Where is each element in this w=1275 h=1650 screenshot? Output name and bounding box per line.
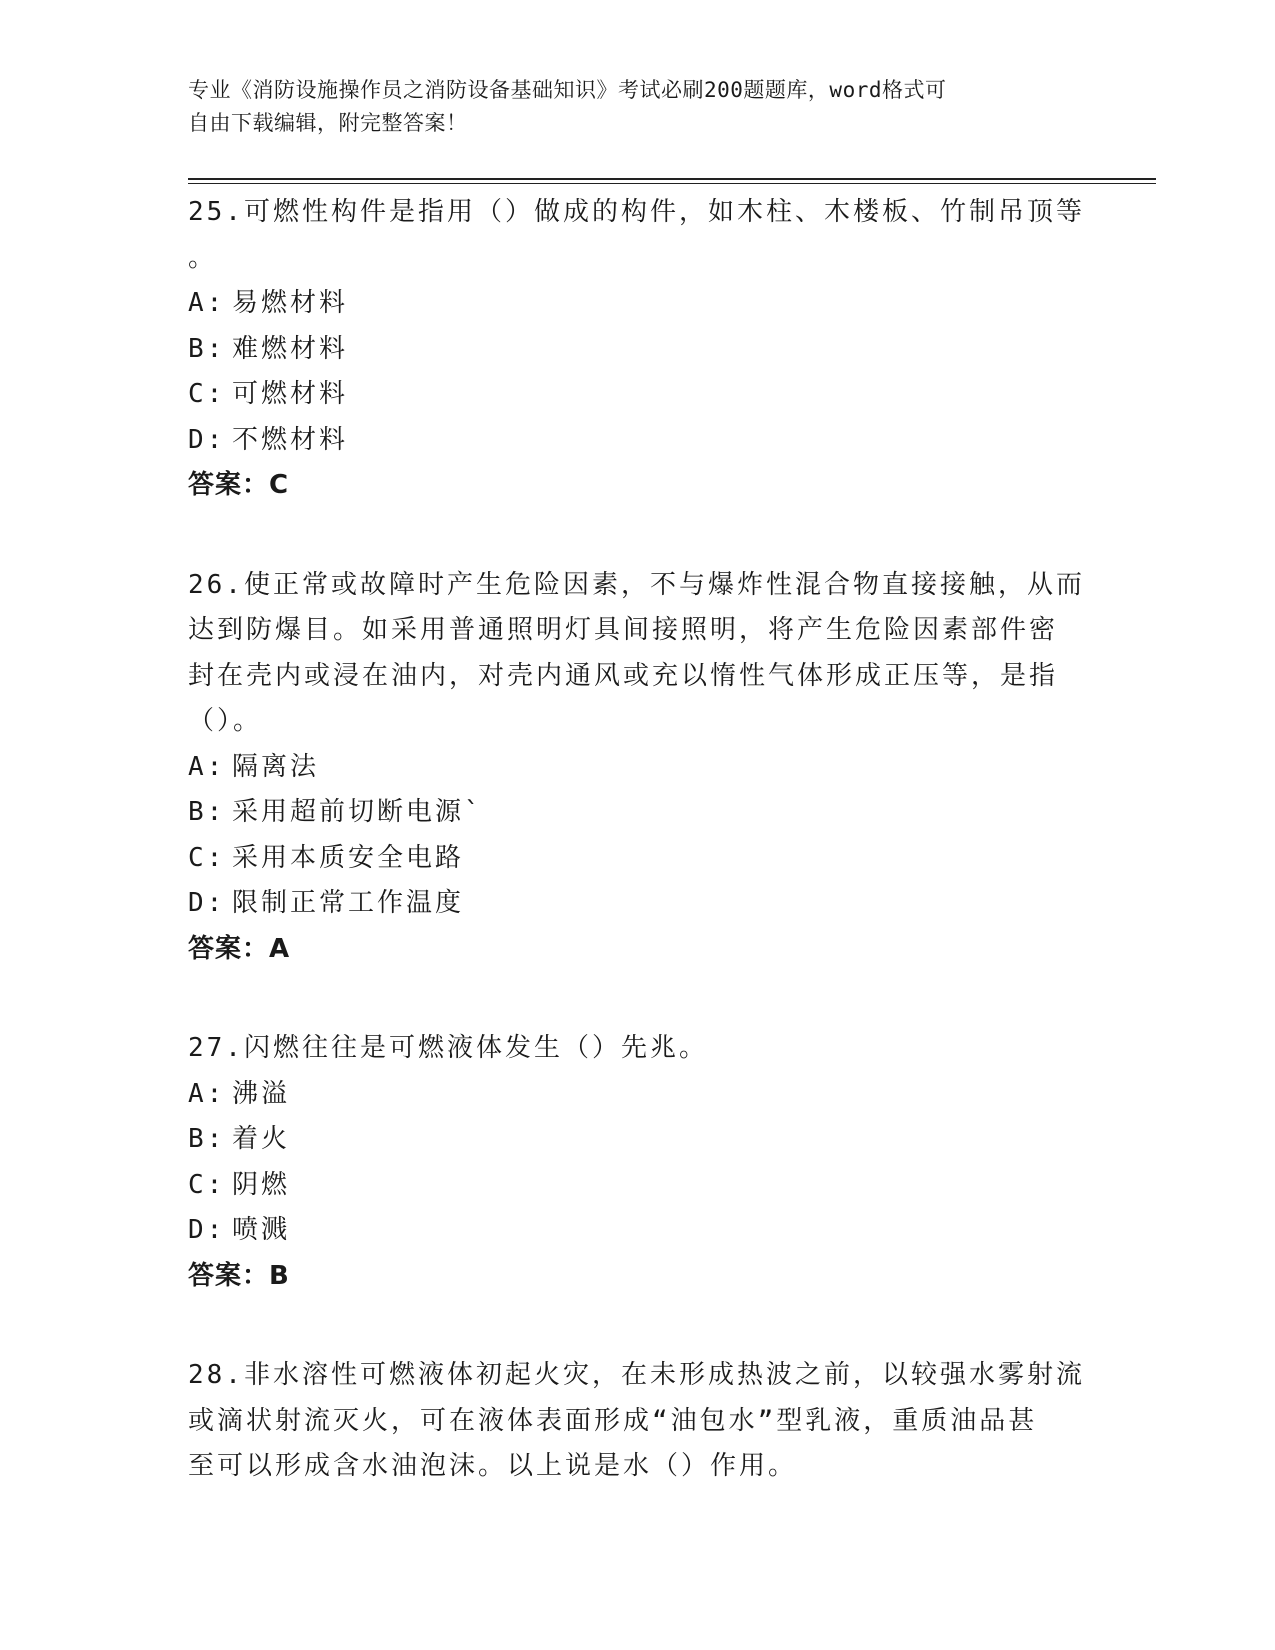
option-key: A: <box>188 1078 226 1109</box>
option-a <box>188 745 1088 791</box>
header-rule-thick <box>188 178 1156 180</box>
question-25 <box>188 190 1088 509</box>
option-key: D: <box>188 424 226 455</box>
option-text: 限制正常工作温度 <box>232 888 465 918</box>
stem-line: 。 <box>188 242 218 273</box>
option-b <box>188 790 1088 836</box>
option-text: 喷溅 <box>232 1215 291 1245</box>
stem-line: 达到防爆目。如采用普通照明灯具间接照明，将产生危险因素部件密 <box>188 615 1059 645</box>
stem-line: 28.非水溶性可燃液体初起火灾，在未形成热波之前，以较强水雾射流 <box>188 1360 1085 1390</box>
stem-line: 或滴状射流灭火，可在液体表面形成“油包水”型乳液，重质油品甚 <box>188 1405 1038 1436</box>
question-list <box>188 190 1088 1544</box>
option-key: D: <box>188 1215 226 1245</box>
option-key: D: <box>188 888 226 918</box>
stem-line: 封在壳内或浸在油内，对壳内通风或充以惰性气体形成正压等，是指 <box>188 660 1059 691</box>
option-text: 易燃材料 <box>232 288 349 318</box>
option-d <box>188 881 1088 927</box>
header-rule-thin <box>188 183 1156 184</box>
question-27 <box>188 1026 1088 1299</box>
option-key: A: <box>188 288 226 318</box>
option-text: 阴燃 <box>232 1169 291 1200</box>
option-text: 可燃材料 <box>232 379 349 409</box>
header-line-1: 专业《消防设施操作员之消防设备基础知识》考试必刷200题题库，word格式可 <box>188 78 947 102</box>
option-a <box>188 1072 1088 1118</box>
document-header <box>188 74 1068 140</box>
option-c <box>188 372 1088 418</box>
answer-line: 答案：B <box>188 1260 290 1291</box>
option-a <box>188 281 1088 327</box>
question-26 <box>188 563 1088 973</box>
option-text: 难燃材料 <box>232 333 349 364</box>
option-b <box>188 327 1088 373</box>
option-d <box>188 418 1088 464</box>
option-key: B: <box>188 797 226 827</box>
option-text: 隔离法 <box>232 751 320 782</box>
stem-line: 26.使正常或故障时产生危险因素，不与爆炸性混合物直接接触，从而 <box>188 569 1085 600</box>
header-line-2: 自由下载编辑，附完整答案！ <box>188 111 468 135</box>
option-key: B: <box>188 333 226 364</box>
option-key: A: <box>188 751 226 782</box>
option-d <box>188 1208 1088 1254</box>
option-text: 不燃材料 <box>232 424 349 455</box>
option-c <box>188 836 1088 882</box>
option-b <box>188 1117 1088 1163</box>
question-28 <box>188 1353 1088 1490</box>
question-stem <box>188 1353 1088 1490</box>
question-stem <box>188 563 1088 745</box>
stem-line: 25.可燃性构件是指用（）做成的构件，如木柱、木楼板、竹制吊顶等 <box>188 197 1085 227</box>
option-key: B: <box>188 1124 226 1154</box>
option-text: 采用超前切断电源` <box>232 797 483 827</box>
option-c <box>188 1163 1088 1209</box>
stem-line: （）。 <box>188 706 263 736</box>
option-key: C: <box>188 1169 226 1200</box>
option-key: C: <box>188 379 226 409</box>
question-stem <box>188 190 1088 281</box>
stem-line: 至可以形成含水油泡沫。以上说是水（）作用。 <box>188 1451 798 1481</box>
answer-line: 答案：A <box>188 933 291 964</box>
option-key: C: <box>188 842 226 873</box>
stem-line: 27.闪燃往往是可燃液体发生（）先兆。 <box>188 1033 708 1063</box>
option-text: 采用本质安全电路 <box>232 842 465 873</box>
answer-line: 答案：C <box>188 470 290 500</box>
option-text: 沸溢 <box>232 1078 291 1109</box>
option-text: 着火 <box>232 1124 291 1154</box>
question-stem <box>188 1026 1088 1072</box>
